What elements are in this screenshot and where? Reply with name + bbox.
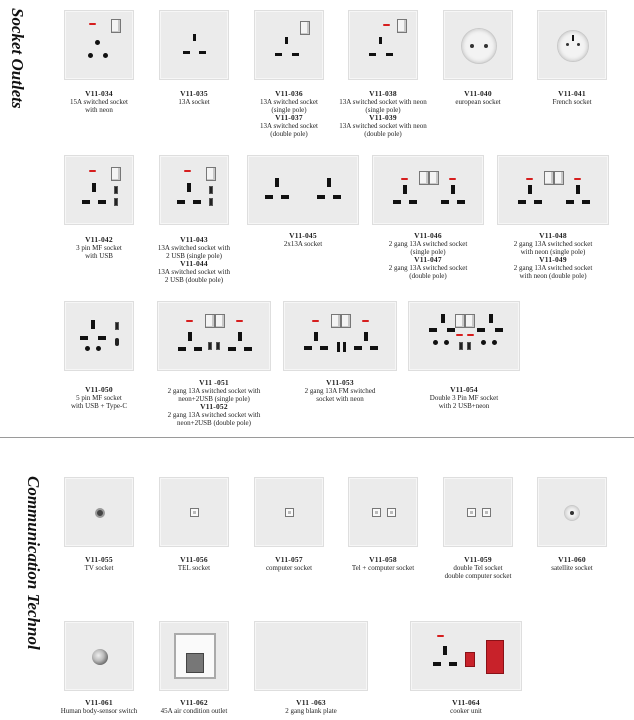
earth-pin xyxy=(572,35,574,41)
product-code-2: V11-049 xyxy=(539,255,567,264)
earth-pin xyxy=(364,332,368,341)
earth-pin xyxy=(188,332,192,341)
neon-indicator xyxy=(89,170,96,172)
product-desc: 45A air condition outlet xyxy=(160,707,228,715)
product-desc-2: 2 USB (double pole) xyxy=(164,276,224,284)
product-code: V11-056 xyxy=(180,555,208,564)
section-title-communication: Communication Technol xyxy=(24,476,43,650)
neon-indicator xyxy=(574,178,581,180)
rocker-switch xyxy=(544,171,554,185)
live-pin xyxy=(304,346,312,350)
product-caption xyxy=(414,386,514,410)
live-pin xyxy=(441,200,449,204)
usb-port xyxy=(115,322,119,330)
earth-pin xyxy=(92,183,96,192)
product-code: V11-036 xyxy=(275,89,303,98)
product-desc: 2 gang 13A switched socket xyxy=(388,240,468,248)
product-plate xyxy=(537,10,607,80)
product-code: V11-055 xyxy=(85,555,113,564)
product-desc: TEL socket xyxy=(177,564,211,572)
french-socket xyxy=(557,30,589,62)
live-pin xyxy=(393,200,401,204)
product-caption xyxy=(261,699,361,715)
tel-jack xyxy=(467,508,476,517)
rocker-switch xyxy=(397,19,407,33)
usb-port xyxy=(209,186,213,194)
rocker-switch xyxy=(465,314,475,328)
neutral-pin xyxy=(98,336,106,340)
product-desc: with neon (single pole) xyxy=(520,248,586,256)
rocker-switch xyxy=(554,171,564,185)
neon-indicator xyxy=(89,23,96,25)
product-caption xyxy=(64,556,134,572)
earth-pin xyxy=(95,40,100,45)
product-desc: 13A switched socket with neon xyxy=(339,98,427,106)
product-desc: 2 gang 13A FM switched xyxy=(304,387,376,395)
product-desc-2: (double pole) xyxy=(364,130,402,138)
product-desc: 2 gang 13A switched socket with xyxy=(167,387,261,395)
product-plate xyxy=(372,155,484,225)
neutral-pin xyxy=(292,53,299,56)
round-pin xyxy=(433,340,438,345)
neutral-pin xyxy=(582,200,590,204)
product-plate xyxy=(254,477,324,547)
product-code: V11 -051 xyxy=(199,378,229,387)
live-pin xyxy=(80,336,88,340)
product-desc: Double 3 Pin MF socket xyxy=(429,394,499,402)
neutral-pin xyxy=(386,53,393,56)
product-desc: 5 pin MF socket xyxy=(76,394,122,402)
earth-pin xyxy=(443,646,447,655)
product-caption xyxy=(285,379,395,403)
product-desc: Human body-sensor switch xyxy=(60,707,138,715)
earth-pin xyxy=(275,178,279,187)
earth-pin xyxy=(327,178,331,187)
rocker-switch xyxy=(341,314,351,328)
live-pin xyxy=(228,347,236,351)
product-desc: 3 pin MF socket xyxy=(76,244,122,252)
product-plate xyxy=(64,155,134,225)
product-code: V11-048 xyxy=(539,231,567,240)
live-pin xyxy=(433,662,441,666)
product-plate xyxy=(348,10,418,80)
live-pin xyxy=(477,328,485,332)
product-caption xyxy=(149,236,239,284)
product-desc-2: neon+2USB (double pole) xyxy=(177,419,251,427)
rocker-switch xyxy=(111,19,121,33)
product-code: V11-057 xyxy=(275,555,303,564)
product-caption xyxy=(537,556,607,572)
live-pin xyxy=(354,346,362,350)
product-plate xyxy=(157,301,271,371)
neon-indicator xyxy=(526,178,533,180)
usb-port xyxy=(114,198,118,206)
earth-pin xyxy=(441,314,445,323)
product-caption xyxy=(537,90,607,106)
rocker-switch xyxy=(206,167,216,181)
product-caption xyxy=(503,232,603,280)
product-desc: (single pole) xyxy=(365,106,401,114)
product-caption xyxy=(416,699,516,715)
product-caption xyxy=(443,90,513,106)
data-jack xyxy=(285,508,294,517)
ac-outlet-slot xyxy=(186,653,204,673)
product-plate xyxy=(410,621,522,691)
tel-jack xyxy=(482,508,491,517)
round-pin xyxy=(492,340,497,345)
neutral-pin xyxy=(98,200,106,204)
product-code: V11-054 xyxy=(450,385,478,394)
product-desc-2: 13A switched socket with neon xyxy=(339,122,427,130)
product-desc: TV socket xyxy=(84,564,114,572)
product-code: V11-034 xyxy=(85,89,113,98)
product-code-2: V11-052 xyxy=(200,402,228,411)
product-plate xyxy=(254,10,324,80)
neutral-pin xyxy=(199,51,206,54)
product-plate xyxy=(443,10,513,80)
product-desc-2: 2 gang 13A switched socket with xyxy=(167,411,261,419)
product-code: V11-060 xyxy=(558,555,586,564)
product-desc: european socket xyxy=(455,98,501,106)
product-caption xyxy=(154,379,274,427)
product-desc: with USB + Type-C xyxy=(70,402,128,410)
product-code: V11-043 xyxy=(180,235,208,244)
product-code: V11 -063 xyxy=(296,698,326,707)
product-plate xyxy=(537,477,607,547)
product-desc: Tel + computer socket xyxy=(351,564,415,572)
tel-jack xyxy=(372,508,381,517)
product-plate xyxy=(348,477,418,547)
rocker-switch xyxy=(455,314,465,328)
product-code: V11-045 xyxy=(289,231,317,240)
live-pin xyxy=(369,53,376,56)
neutral-pin xyxy=(409,200,417,204)
neutral-pin xyxy=(333,195,341,199)
product-desc: French socket xyxy=(552,98,592,106)
neon-indicator xyxy=(467,334,474,336)
neon-indicator xyxy=(236,320,243,322)
product-code: V11-062 xyxy=(180,698,208,707)
product-plate xyxy=(64,10,134,80)
live-pin xyxy=(429,328,437,332)
product-caption xyxy=(54,699,144,715)
usb-c-port xyxy=(115,338,119,346)
earth-pin xyxy=(193,34,196,41)
neutral-pin xyxy=(495,328,503,332)
product-caption xyxy=(428,556,528,580)
neutral-pin xyxy=(447,328,455,332)
earth-pin xyxy=(576,185,580,194)
neutral-pin xyxy=(370,346,378,350)
connector-hole xyxy=(570,511,574,515)
product-code: V11-061 xyxy=(85,698,113,707)
product-code: V11-059 xyxy=(464,555,492,564)
product-caption xyxy=(244,90,334,138)
usb-port xyxy=(467,342,471,350)
product-code-2: V11-039 xyxy=(369,113,397,122)
neutral-pin xyxy=(103,53,108,58)
rocker-switch xyxy=(300,21,310,35)
product-caption xyxy=(378,232,478,280)
product-plate xyxy=(64,477,134,547)
product-code-2: V11-037 xyxy=(275,113,303,122)
live-pin xyxy=(518,200,526,204)
usb-port xyxy=(209,198,213,206)
product-code: V11-042 xyxy=(85,235,113,244)
product-caption xyxy=(338,556,428,572)
product-desc: satellite socket xyxy=(551,564,593,572)
neon-indicator xyxy=(437,635,444,637)
product-caption xyxy=(149,699,239,715)
usb-port xyxy=(216,342,220,350)
motion-sensor-lens xyxy=(92,649,108,665)
product-desc: neon+2USB (single pole) xyxy=(178,395,250,403)
neutral-pin xyxy=(449,662,457,666)
product-caption xyxy=(253,232,353,248)
product-plate xyxy=(64,621,134,691)
data-jack xyxy=(387,508,396,517)
earth-pin xyxy=(187,183,191,192)
product-desc: with neon xyxy=(85,106,113,114)
product-desc: 13A socket xyxy=(178,98,210,106)
product-plate xyxy=(159,155,229,225)
product-plate xyxy=(497,155,609,225)
live-pin xyxy=(82,200,90,204)
product-plate xyxy=(254,621,368,691)
product-plate xyxy=(159,477,229,547)
product-code-2: V11-047 xyxy=(414,255,442,264)
tel-jack xyxy=(190,508,199,517)
earth-pin xyxy=(489,314,493,323)
rocker-switch xyxy=(111,167,121,181)
round-pin xyxy=(444,340,449,345)
earth-pin xyxy=(528,185,532,194)
earth-pin xyxy=(451,185,455,194)
socket-hole xyxy=(470,44,474,48)
coax-connector xyxy=(95,508,105,518)
neutral-pin xyxy=(534,200,542,204)
neutral-pin xyxy=(194,347,202,351)
usb-port xyxy=(208,342,212,350)
product-code: V11-050 xyxy=(85,385,113,394)
product-caption xyxy=(159,90,229,106)
product-code: V11-064 xyxy=(452,698,480,707)
product-desc: double Tel socket xyxy=(453,564,503,572)
neon-indicator xyxy=(312,320,319,322)
product-desc: (single pole) xyxy=(271,106,307,114)
neon-indicator xyxy=(383,24,390,26)
product-code: V11-040 xyxy=(464,89,492,98)
product-desc: 13A switched socket with xyxy=(157,244,231,252)
product-desc: 15A switched socket xyxy=(70,98,128,106)
section-title-socket-outlets: Socket Outlets xyxy=(8,8,27,109)
rocker-switch xyxy=(205,314,215,328)
product-code-2: V11-044 xyxy=(180,259,208,268)
product-desc: double computer socket xyxy=(444,572,512,580)
product-desc: with USB xyxy=(85,252,113,260)
product-desc: 2x13A socket xyxy=(283,240,323,248)
product-caption xyxy=(64,236,134,260)
product-desc: 2 gang 13A switched socket xyxy=(513,240,593,248)
product-plate xyxy=(408,301,520,371)
product-desc-2: (double pole) xyxy=(409,272,447,280)
product-plate xyxy=(64,301,134,371)
live-pin xyxy=(566,200,574,204)
neon-indicator xyxy=(362,320,369,322)
product-code: V11-058 xyxy=(369,555,397,564)
earth-pin xyxy=(314,332,318,341)
product-desc: cooker unit xyxy=(450,707,482,715)
cooker-switch xyxy=(465,652,475,667)
earth-pin xyxy=(379,37,382,44)
usb-port xyxy=(114,186,118,194)
product-caption xyxy=(59,386,139,410)
live-pin xyxy=(88,53,93,58)
product-plate xyxy=(247,155,359,225)
pin-slot xyxy=(343,342,346,352)
round-pin xyxy=(481,340,486,345)
socket-hole xyxy=(566,43,569,46)
cooker-main-switch xyxy=(486,640,504,674)
schuko-socket xyxy=(461,28,497,64)
product-desc: socket with neon xyxy=(316,395,364,403)
live-pin xyxy=(265,195,273,199)
rocker-switch xyxy=(215,314,225,328)
ac-outlet-face xyxy=(174,633,216,679)
product-desc: computer socket xyxy=(265,564,313,572)
round-pin xyxy=(85,346,90,351)
satellite-connector xyxy=(564,505,580,521)
product-desc-2: (double pole) xyxy=(270,130,308,138)
product-plate xyxy=(159,621,229,691)
product-code: V11-035 xyxy=(180,89,208,98)
product-plate xyxy=(159,10,229,80)
neon-indicator xyxy=(186,320,193,322)
earth-pin xyxy=(91,320,95,329)
live-pin xyxy=(317,195,325,199)
product-desc: 2 USB (single pole) xyxy=(166,252,222,260)
section-divider xyxy=(0,437,634,438)
usb-port xyxy=(459,342,463,350)
product-plate xyxy=(283,301,397,371)
product-code: V11-053 xyxy=(326,378,354,387)
rocker-switch xyxy=(331,314,341,328)
product-code: V11-038 xyxy=(369,89,397,98)
product-caption xyxy=(333,90,433,138)
neon-indicator xyxy=(456,334,463,336)
live-pin xyxy=(178,347,186,351)
product-desc-2: 2 gang 13A switched socket xyxy=(388,264,468,272)
product-code: V11-041 xyxy=(558,89,586,98)
product-caption xyxy=(64,90,134,114)
neutral-pin xyxy=(320,346,328,350)
live-pin xyxy=(177,200,185,204)
neon-indicator xyxy=(449,178,456,180)
socket-hole xyxy=(484,44,488,48)
earth-pin xyxy=(285,37,288,44)
neon-indicator xyxy=(401,178,408,180)
product-desc: (single pole) xyxy=(410,248,446,256)
product-desc: with 2 USB+neon xyxy=(438,402,490,410)
earth-pin xyxy=(238,332,242,341)
round-pin xyxy=(96,346,101,351)
product-desc: 13A switched socket xyxy=(260,98,318,106)
neutral-pin xyxy=(193,200,201,204)
product-desc-2: 13A switched socket with xyxy=(157,268,231,276)
product-desc: 2 gang blank plate xyxy=(285,707,337,715)
product-desc-2: 13A switched socket xyxy=(260,122,318,130)
earth-pin xyxy=(403,185,407,194)
neutral-pin xyxy=(281,195,289,199)
product-caption xyxy=(254,556,324,572)
live-pin xyxy=(275,53,282,56)
socket-hole xyxy=(577,43,580,46)
rocker-switch xyxy=(419,171,429,185)
rocker-switch xyxy=(429,171,439,185)
product-plate xyxy=(443,477,513,547)
neutral-pin xyxy=(457,200,465,204)
product-desc-2: 2 gang 13A switched socket xyxy=(513,264,593,272)
neutral-pin xyxy=(244,347,252,351)
product-code: V11-046 xyxy=(414,231,442,240)
live-pin xyxy=(183,51,190,54)
product-caption xyxy=(159,556,229,572)
neon-indicator xyxy=(184,170,191,172)
pin-slot xyxy=(337,342,340,352)
product-desc-2: with neon (double pole) xyxy=(519,272,587,280)
